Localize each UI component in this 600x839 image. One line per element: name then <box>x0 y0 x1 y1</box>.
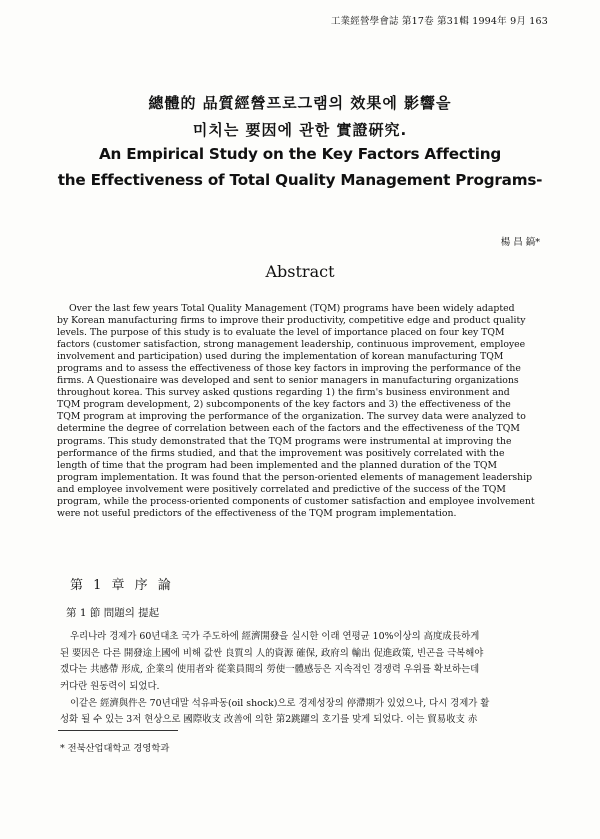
body-line: 이같은 經濟與件은 70년대말 석유파동(oil shock)으로 경제성장의 停滯期가 있었으나, 다시 경제가 활 <box>70 697 490 709</box>
abstract-line: program implementation. It was found that the person-oriented elements of management leadership <box>57 471 533 483</box>
abstract-line: TQM program development, 2) subcomponents of the key factors and 3) the effectiveness of the <box>57 399 511 411</box>
abstract-line: programs. This study demonstrated that the TQM programs were instrumental at improving the <box>57 435 512 447</box>
abstract-line: involvement and participation) used during the implementation of korean manufacturing TQM <box>57 351 504 363</box>
abstract-line: factors (customer satisfaction, strong management leadership, continuous improvement, employee <box>57 339 526 351</box>
footnote-affiliation: * 전북산업대학교 경영학과 <box>60 743 170 754</box>
abstract-line: TQM program at improving the performance of the organization. The survey data were analyzed to <box>57 411 526 423</box>
abstract-body <box>57 303 541 520</box>
chapter-heading: 第 1 章 序 論 <box>70 578 171 593</box>
abstract-line: and employee involvement were positively correlated and predictive of the success of the TQM <box>57 483 506 495</box>
korean-title-line-2: 미치는 要因에 관한 實證硏究. <box>192 121 408 139</box>
body-line: 겠다는 共感帶 形成, 企業의 使用者와 從業員間의 勞使一體感등은 지속적인 경쟁력 우위를 확보하는데 <box>60 664 480 676</box>
abstract-line: performance of the firms studied, and that the improvement was positively correlated with the <box>57 447 505 459</box>
body-line: 된 要因은 다른 開發途上國에 비해 값싼 良質의 人的資源 確保, 政府의 輸出 促進政策, 빈곤을 극복해야 <box>60 647 484 659</box>
abstract-line: program, while the process-oriented components of customer satisfaction and employee involvement <box>57 495 535 507</box>
body-line: 성화 될 수 있는 3저 현상으로 國際收支 改善에 의한 第2跳躍의 호기를 맞게 되었다. 이는 貿易收支 赤 <box>60 714 478 726</box>
abstract-line: levels. The purpose of this study is to evaluate the level of importance placed on four key TQM <box>57 327 505 339</box>
abstract-line: determine the degree of correlation between each of the factors and the effectiveness of the TQM <box>57 423 520 435</box>
author-name: 楊 昌 鎬* <box>500 237 540 248</box>
abstract-line: firms. A Questionaire was developed and sent to senior managers in manufacturing organizations <box>57 375 519 387</box>
english-title-line-2: the Effectiveness of Total Quality Management Programs- <box>57 171 543 189</box>
abstract-line: length of time that the program had been implemented and the planned duration of the TQM <box>57 459 498 471</box>
abstract-line: Over the last few years Total Quality Management (TQM) programs have been widely adapted <box>69 303 515 314</box>
abstract-line: by Korean manufacturing firms to improve their productivity, competitive edge and product quality <box>57 315 526 327</box>
abstract-heading: Abstract <box>265 262 335 281</box>
abstract-line: were not useful predictors of the effectiveness of the TQM program implementation. <box>57 507 457 519</box>
body-line: 커다란 원동력이 되었다. <box>60 681 160 693</box>
section-heading: 第 1 節 問題의 提起 <box>66 607 160 619</box>
abstract-line: programs and to assess the effectiveness of those key factors in improving the performance of the <box>57 363 521 375</box>
abstract-line: throughout korea. This survey asked qustions regarding 1) the firm's business environment and <box>57 387 510 399</box>
footnote-divider <box>58 730 178 731</box>
body-text <box>60 629 550 729</box>
korean-title-line-1: 總體的 品質經營프로그램의 效果에 影響을 <box>148 94 452 112</box>
english-title-line-1: An Empirical Study on the Key Factors Affecting <box>98 145 502 163</box>
body-line: 우리나라 경제가 60년대초 국가 주도하에 經濟開發을 실시한 이래 연평균 10%이상의 高度成長하게 <box>70 631 480 642</box>
running-header: 工業經營學會誌 第17卷 第31輯 1994年 9月 163 <box>330 16 548 27</box>
